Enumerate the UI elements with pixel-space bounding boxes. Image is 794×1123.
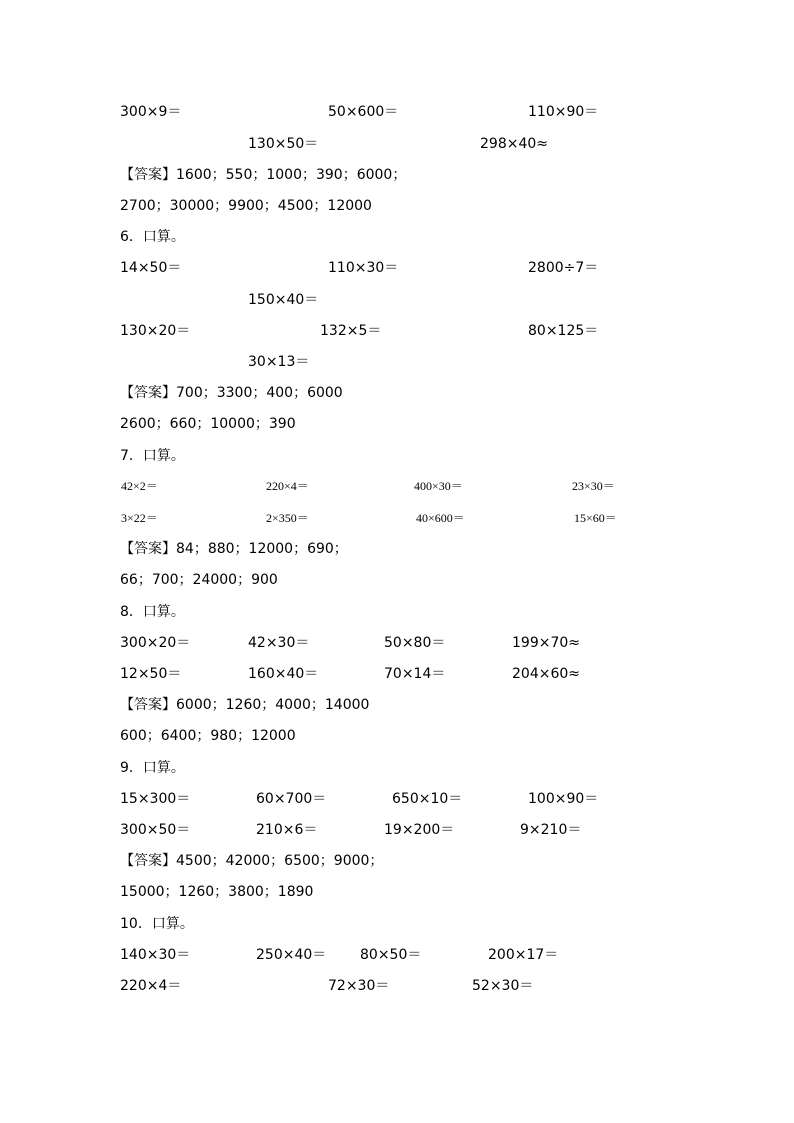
problem: 42×30＝ bbox=[248, 635, 310, 651]
problem: 80×50＝ bbox=[360, 947, 422, 963]
question-title: 10．口算。 bbox=[120, 916, 194, 932]
problem: 400×30＝ bbox=[414, 479, 463, 493]
problem: 250×40＝ bbox=[256, 947, 327, 963]
problem: 19×200＝ bbox=[384, 822, 455, 838]
problem: 12×50＝ bbox=[120, 666, 182, 682]
question-title: 6．口算。 bbox=[120, 229, 185, 245]
problem: 2×350＝ bbox=[266, 511, 309, 525]
answer-line: 【答案】1600；550；1000；390；6000； bbox=[120, 167, 407, 183]
problem: 100×90＝ bbox=[528, 791, 599, 807]
answer-line: 66；700；24000；900 bbox=[120, 572, 278, 588]
problem: 220×4＝ bbox=[266, 479, 309, 493]
answer-line: 【答案】84；880；12000；690； bbox=[120, 541, 348, 557]
problem: 72×30＝ bbox=[328, 978, 390, 994]
answer-line: 【答案】700；3300；400；6000 bbox=[120, 385, 343, 401]
problem: 200×17＝ bbox=[488, 947, 559, 963]
problem: 110×90＝ bbox=[528, 104, 599, 120]
answer-line: 2600；660；10000；390 bbox=[120, 416, 296, 432]
problem: 199×70≈ bbox=[512, 635, 580, 651]
problem: 110×30＝ bbox=[328, 260, 399, 276]
answer-line: 15000；1260；3800；1890 bbox=[120, 884, 314, 900]
problem: 42×2＝ bbox=[121, 479, 158, 493]
problem: 30×13＝ bbox=[248, 354, 310, 370]
problem: 14×50＝ bbox=[120, 260, 182, 276]
problem: 50×600＝ bbox=[328, 104, 399, 120]
problem: 220×4＝ bbox=[120, 978, 182, 994]
problem: 300×9＝ bbox=[120, 104, 182, 120]
problem: 204×60≈ bbox=[512, 666, 580, 682]
problem: 140×30＝ bbox=[120, 947, 191, 963]
question-title: 7．口算。 bbox=[120, 448, 185, 464]
problem: 60×700＝ bbox=[256, 791, 327, 807]
problem: 2800÷7＝ bbox=[528, 260, 599, 276]
problem: 52×30＝ bbox=[472, 978, 534, 994]
problem: 9×210＝ bbox=[520, 822, 582, 838]
problem: 160×40＝ bbox=[248, 666, 319, 682]
answer-line: 2700；30000；9900；4500；12000 bbox=[120, 198, 372, 214]
problem: 15×60＝ bbox=[574, 511, 617, 525]
problem: 300×50＝ bbox=[120, 822, 191, 838]
problem: 650×10＝ bbox=[392, 791, 463, 807]
problem: 50×80＝ bbox=[384, 635, 446, 651]
problem: 298×40≈ bbox=[480, 136, 548, 152]
problem: 130×20＝ bbox=[120, 323, 191, 339]
answer-line: 600；6400；980；12000 bbox=[120, 728, 296, 744]
problem: 40×600＝ bbox=[416, 511, 465, 525]
answer-line: 【答案】6000；1260；4000；14000 bbox=[120, 697, 370, 713]
problem: 300×20＝ bbox=[120, 635, 191, 651]
answer-line: 【答案】4500；42000；6500；9000； bbox=[120, 853, 384, 869]
problem: 70×14＝ bbox=[384, 666, 446, 682]
question-title: 9．口算。 bbox=[120, 760, 185, 776]
problem: 150×40＝ bbox=[248, 292, 319, 308]
problem: 132×5＝ bbox=[320, 323, 382, 339]
problem: 80×125＝ bbox=[528, 323, 599, 339]
problem: 130×50＝ bbox=[248, 136, 319, 152]
problem: 3×22＝ bbox=[121, 511, 158, 525]
question-title: 8．口算。 bbox=[120, 604, 185, 620]
problem: 210×6＝ bbox=[256, 822, 318, 838]
problem: 15×300＝ bbox=[120, 791, 191, 807]
problem: 23×30＝ bbox=[572, 479, 615, 493]
